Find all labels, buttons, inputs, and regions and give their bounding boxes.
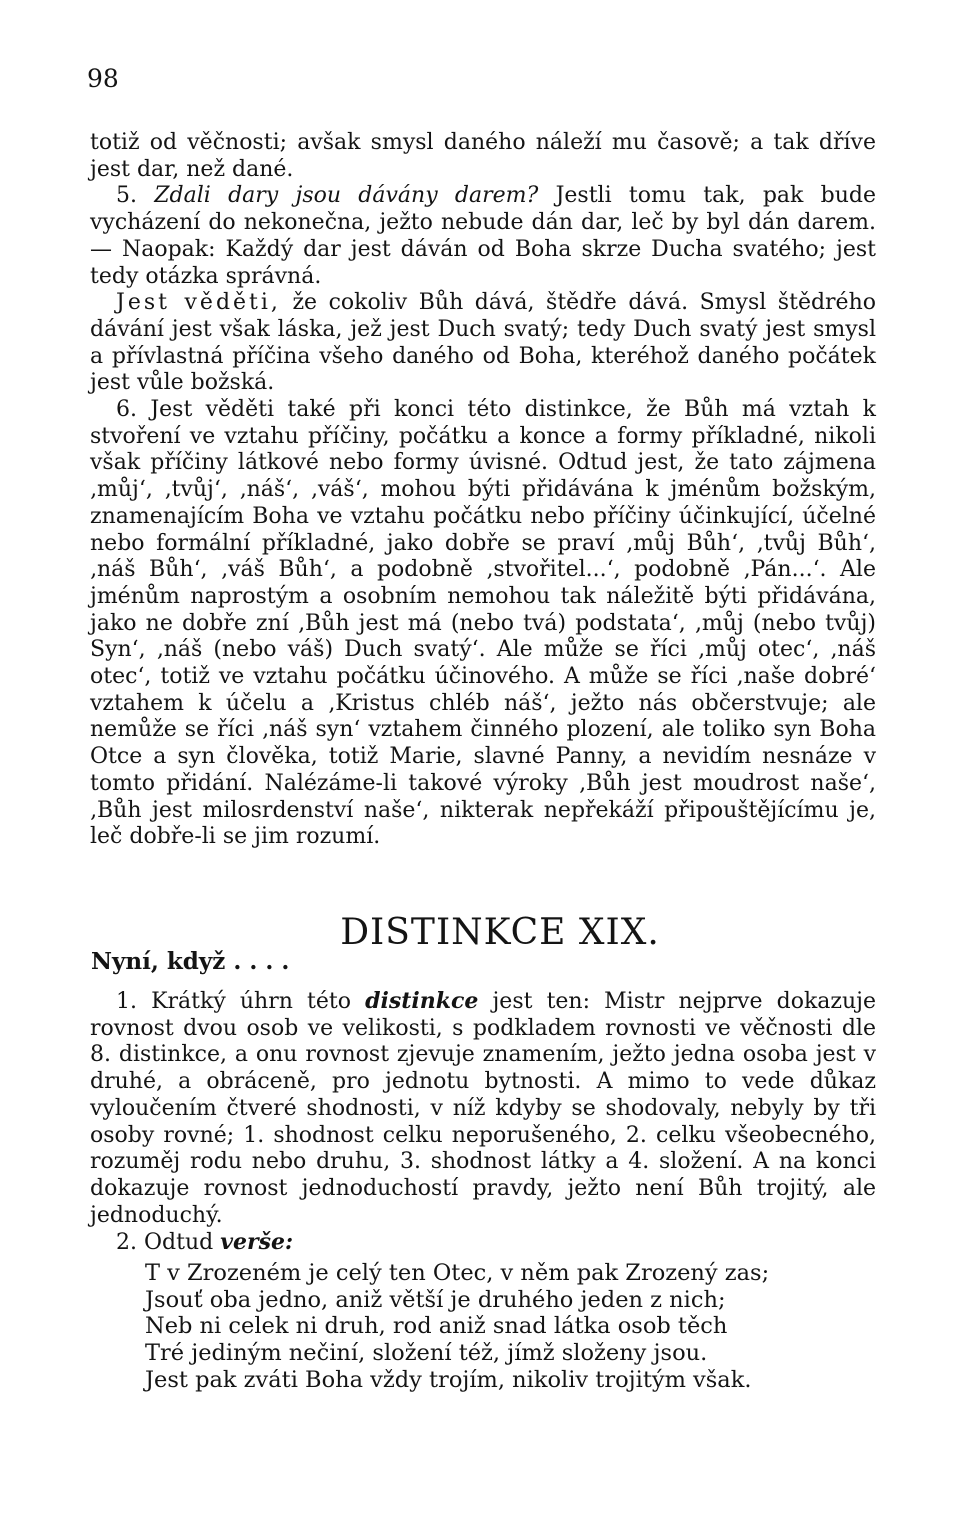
paragraph-jest-vedeti	[90, 290, 876, 397]
incipit: Nyní, když . . . .	[91, 948, 290, 975]
paragraph-prefix: 2. Odtud	[116, 1230, 221, 1256]
body-text	[90, 130, 876, 851]
verses	[145, 1260, 875, 1394]
section-heading: DISTINKCE XIX.	[340, 912, 660, 953]
spaced-phrase: Jest věděti,	[116, 290, 281, 316]
verse-line: Jsouť oba jedno, aniž větší je druhého jeden z nich;	[145, 1286, 726, 1313]
term-distinkce: distinkce	[365, 988, 479, 1014]
section-body-text	[90, 988, 876, 1257]
page-number: 98	[87, 64, 119, 93]
paragraph-prefix: 1. Krátký úhrn této	[116, 989, 366, 1014]
verse-line: Tré jediným nečiní, složení též, jímž složeny jsou.	[145, 1340, 708, 1367]
paragraph-verses-intro	[90, 1229, 876, 1257]
paragraph-6: 6. Jest věděti také při konci této distinkce, že Bůh má vztah k stvoření ve vztahu příčiny, počátku a konce a formy příkladné, nikoli však příčiny látkové nebo formy úvisné. Odtud jest, že tato zájmena ‚můj‘, ‚tvůj‘, ‚náš‘, ‚váš‘, mohou býti přidávána k jménům božským, znamenajícím Boha ve vztahu počátku nebo příčiny účinkující, účelné nebo formální příkladné, jako dobře se praví ‚můj Bůh‘, ‚tvůj Bůh‘, ‚náš Bůh‘, ‚váš Bůh‘, a podobně ‚stvořitel...‘, podobně ‚Pán...‘. Ale jménům naprostým a osobním nemohou tak náležitě býti přidávána, jako ne dobře zní ‚Bůh jest má (nebo tvá) podstata‘, ‚můj (nebo tvůj) Syn‘, ‚náš (nebo váš) Duch svatý‘. Ale může se říci ‚můj otec‘, ‚náš otec‘, totiž ve vztahu počátku účinového. A může se říci ‚naše dobré‘ vztahem k účelu a ‚Kristus chléb náš‘, ježto nás občerstvuje; ale nemůže se říci ‚náš syn‘ vztahem činného plození, ale toliko syn Boha Otce a syn člověka, totiž Marie, slavné Panny, a nevidím nesnáze v tomto přidání. Nalézáme-li takové výroky ‚Bůh jest moudrost naše‘, ‚Bůh jest milosrdenství naše‘, nikterak nepřekáží připouštějícímu je, leč dobře-li se jim rozumí.	[90, 397, 876, 850]
question-number: 5.	[116, 183, 155, 209]
paragraph: totiž od věčnosti; avšak smysl daného náleží mu časově; a tak dříve jest dar, než dané.	[90, 130, 876, 182]
verse-line: Jest pak zváti Boha vždy trojím, nikoliv trojitým však.	[145, 1366, 752, 1393]
verse-line: T v Zrozeném je celý ten Otec, v něm pak Zrozený zas;	[145, 1260, 770, 1286]
verse-line: Neb ni celek ni druh, rod aniž snad látka osob těch	[145, 1313, 728, 1340]
paragraph-text: že cokoliv Bůh dává, štědře dává. Smysl štědrého dávání jest však láska, jež jest Duch svatý; tedy Duch svatý jest smysl a přívlastná příčina všeho daného od Boha, kteréhož daného počátek jest vůle božská.	[90, 290, 876, 396]
paragraph-text: Jestli tomu tak, pak bude vycházení do nekonečna, ježto nebude dán dar, leč by byl dán darem. — Naopak: Každý dar jest dáván od Boha skrze Ducha svatého; jest tedy otázka správná.	[90, 183, 876, 289]
paragraph-summary	[90, 988, 876, 1229]
paragraph-question-5	[90, 183, 876, 290]
paragraph-text: jest ten: Mistr nejprve dokazuje rovnost dvou osob ve velikosti, s podkladem rovnosti ve věčnosti dle 8. distinkce, a onu rovnost zjevuje znamením, ježto jedna osoba jest v druhé, a obráceně, pro jednotu bytnosti. A mimo to vede důkaz vyloučením čtveré shodnosti, v níž kdyby se shodovaly, nebyly by tři osoby rovné; 1. shodnost celku neporušeného, 2. celku všeobecného, rozuměj rodu nebo druhu, 3. shodnost látky a 4. složení. A na konci dokazuje rovnost jednoduchostí pravdy, ježto není Bůh trojitý, ale jednoduchý.	[90, 989, 876, 1228]
term-verse: verše:	[220, 1229, 294, 1256]
question-title: Zdali dary jsou dávány darem?	[154, 183, 539, 209]
